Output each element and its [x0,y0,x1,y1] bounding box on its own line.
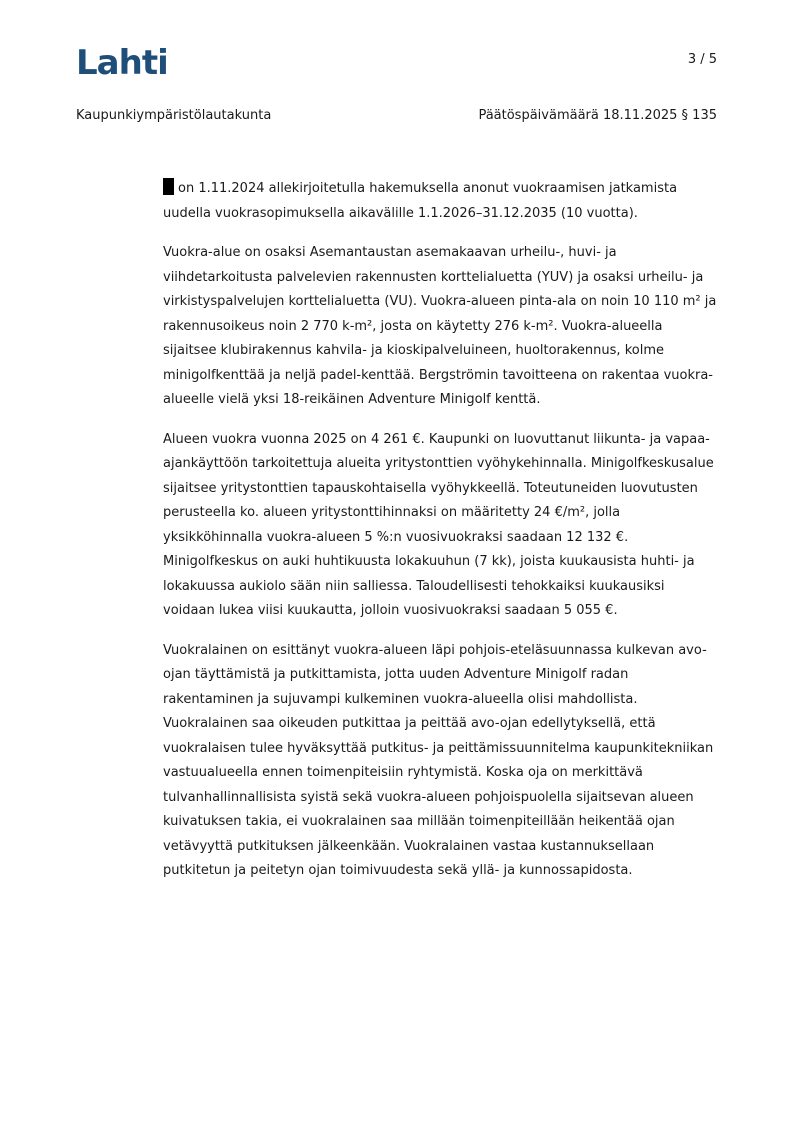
paragraph-ditch: Vuokralainen on esittänyt vuokra-alueen läpi pohjois-eteläsuunnassa kulkevan avo-ojan täyttämistä ja putkittamista, jotta uuden Adventure Minigolf radan rakentaminen ja sujuvampi kulkeminen vuokra-alueella olisi mahdollista. Vuokralainen saa oikeuden putkittaa ja peittää avo-ojan edellytyksellä, että vuokralaisen tulee hyväksyttää putkitus- ja peittämissuunnitelma kaupunkitekniikan vastuualueella ennen toimenpiteisiin ryhtymistä. Koska oja on merkittävä tulvanhallinnallisista syistä sekä vuokra-alueen pohjoispuolella sijaitsevan alueen kuivatuksen takia, ei vuokralainen saa millään toimenpiteillään heikentää ojan vetävyyttä putkituksen jälkeenkään. Vuokralainen vastaa kustannuksellaan putkitetun ja peitetyn ojan toimivuudesta sekä yllä- ja kunnossapidosta. [163,642,714,878]
paragraph-lease-area: Vuokra-alue on osaksi Asemantaustan asemakaavan urheilu-, huvi- ja viihdetarkoitusta palvelevien rakennusten korttelialuetta (YUV) ja osaksi urheilu- ja virkistyspalvelujen korttelialuetta (VU). Vuokra-alueen pinta-ala on noin 10 110 m² ja rakennusoikeus noin 2 770 k-m², josta on käytetty 276 k-m². Vuokra-alueella sijaitsee klubirakennus kahvila- ja kioskipalveluineen, huoltorakennus, kolme minigolfkenttää ja neljä padel-kenttää. Bergströmin tavoitteena on rakentaa vuokra-alueelle vielä yksi 18-reikäinen Adventure Minigolf kenttä. [163,245,717,407]
paragraph-rent: Alueen vuokra vuonna 2025 on 4 261 €. Kaupunki on luovuttanut liikunta- ja vapaa-ajankäyttöön tarkoitettuja alueita yritystonttien vyöhykehinnalla. Minigolfkeskusalue sijaitsee yritystonttien tapauskohtaisella vyöhykkeellä. Toteutuneiden luovutusten perusteella ko. alueen yritystonttihinnaksi on määritetty 24 €/m², jolla yksikköhinnalla vuokra-alueen 5 %:n vuosivuokraksi saadaan 12 132 €. Minigolfkeskus on auki huhtikuusta lokakuuhun (7 kk), joista kuukausista huhti- ja lokakuussa aukiolo sään niin salliessa. Taloudellisesti tehokkaiksi kuukausiksi voidaan lukea viisi kuukautta, jolloin vuosivuokraksi saadaan 5 055 €. [163,431,714,618]
paragraph-text: on 1.11.2024 allekirjoitetulla hakemuksella anonut vuokraamisen jatkamista uudella vuokrasopimuksella aikavälille 1.1.2026–31.12.2035 (10 vuotta). [163,181,678,221]
document-body [163,177,719,899]
organization-name: Kaupunkiympäristölautakunta [76,108,272,123]
decision-date: Päätöspäivämäärä 18.11.2025 § 135 [478,108,717,123]
lahti-logo: Lahti [76,43,168,83]
page-number: 3 / 5 [687,52,717,67]
paragraph-application [163,177,719,226]
redaction-block [163,178,174,195]
